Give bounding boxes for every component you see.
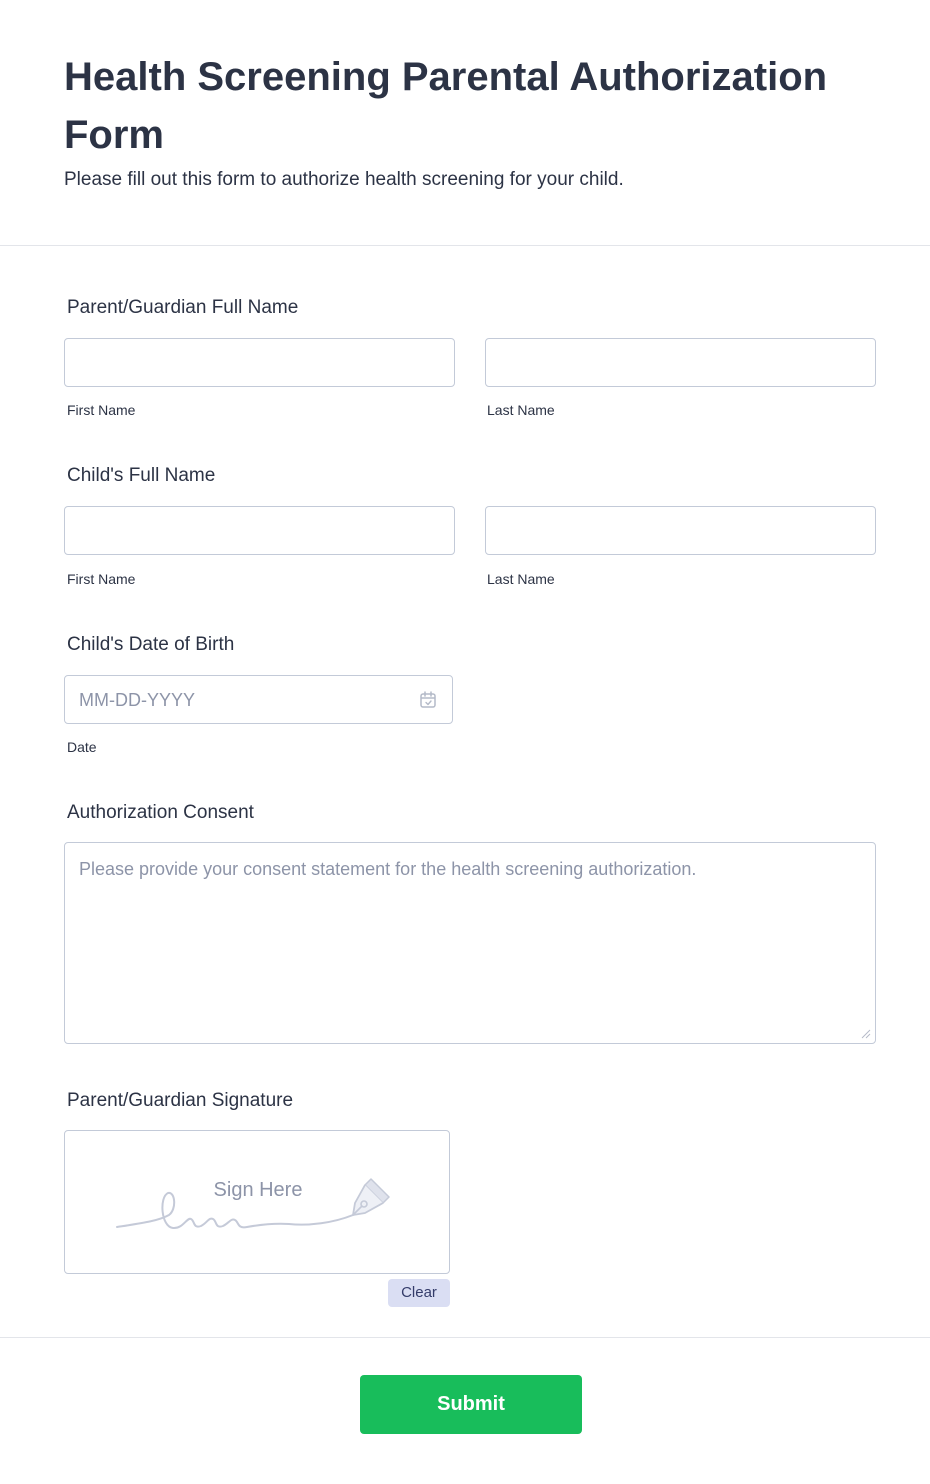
- submit-button[interactable]: Submit: [360, 1375, 582, 1434]
- clear-signature-button[interactable]: Clear: [388, 1279, 450, 1307]
- consent-label: Authorization Consent: [67, 802, 254, 823]
- consent-textarea[interactable]: [64, 842, 876, 1044]
- consent-placeholder: Please provide your consent statement for the health screening authorization.: [79, 859, 697, 879]
- parent-last-name-sublabel: Last Name: [487, 402, 555, 418]
- parent-name-label: Parent/Guardian Full Name: [67, 297, 299, 318]
- form-title: Health Screening Parental Authorization Form: [64, 55, 828, 157]
- pen-nib-icon: [349, 1173, 397, 1221]
- child-first-name-input[interactable]: [64, 506, 455, 555]
- footer-divider: [0, 1337, 930, 1338]
- sign-here-prompt: Sign Here: [213, 1179, 303, 1201]
- child-last-name-input[interactable]: [485, 506, 876, 555]
- child-name-label: Child's Full Name: [67, 465, 216, 486]
- resize-handle-icon[interactable]: [861, 1029, 871, 1039]
- signature-pad[interactable]: [64, 1130, 450, 1274]
- child-first-name-sublabel: First Name: [67, 571, 136, 587]
- dob-input[interactable]: [64, 675, 453, 724]
- parent-first-name-sublabel: First Name: [67, 402, 136, 418]
- parent-first-name-input[interactable]: [64, 338, 455, 387]
- child-last-name-sublabel: Last Name: [487, 571, 555, 587]
- parent-last-name-input[interactable]: [485, 338, 876, 387]
- form-header: [0, 0, 930, 246]
- dob-sublabel: Date: [67, 739, 97, 755]
- calendar-icon[interactable]: [418, 690, 438, 710]
- signature-label: Parent/Guardian Signature: [67, 1090, 294, 1111]
- dob-label: Child's Date of Birth: [67, 634, 235, 655]
- form-subtitle: Please fill out this form to authorize health screening for your child.: [64, 169, 624, 190]
- dob-placeholder: MM-DD-YYYY: [79, 690, 195, 710]
